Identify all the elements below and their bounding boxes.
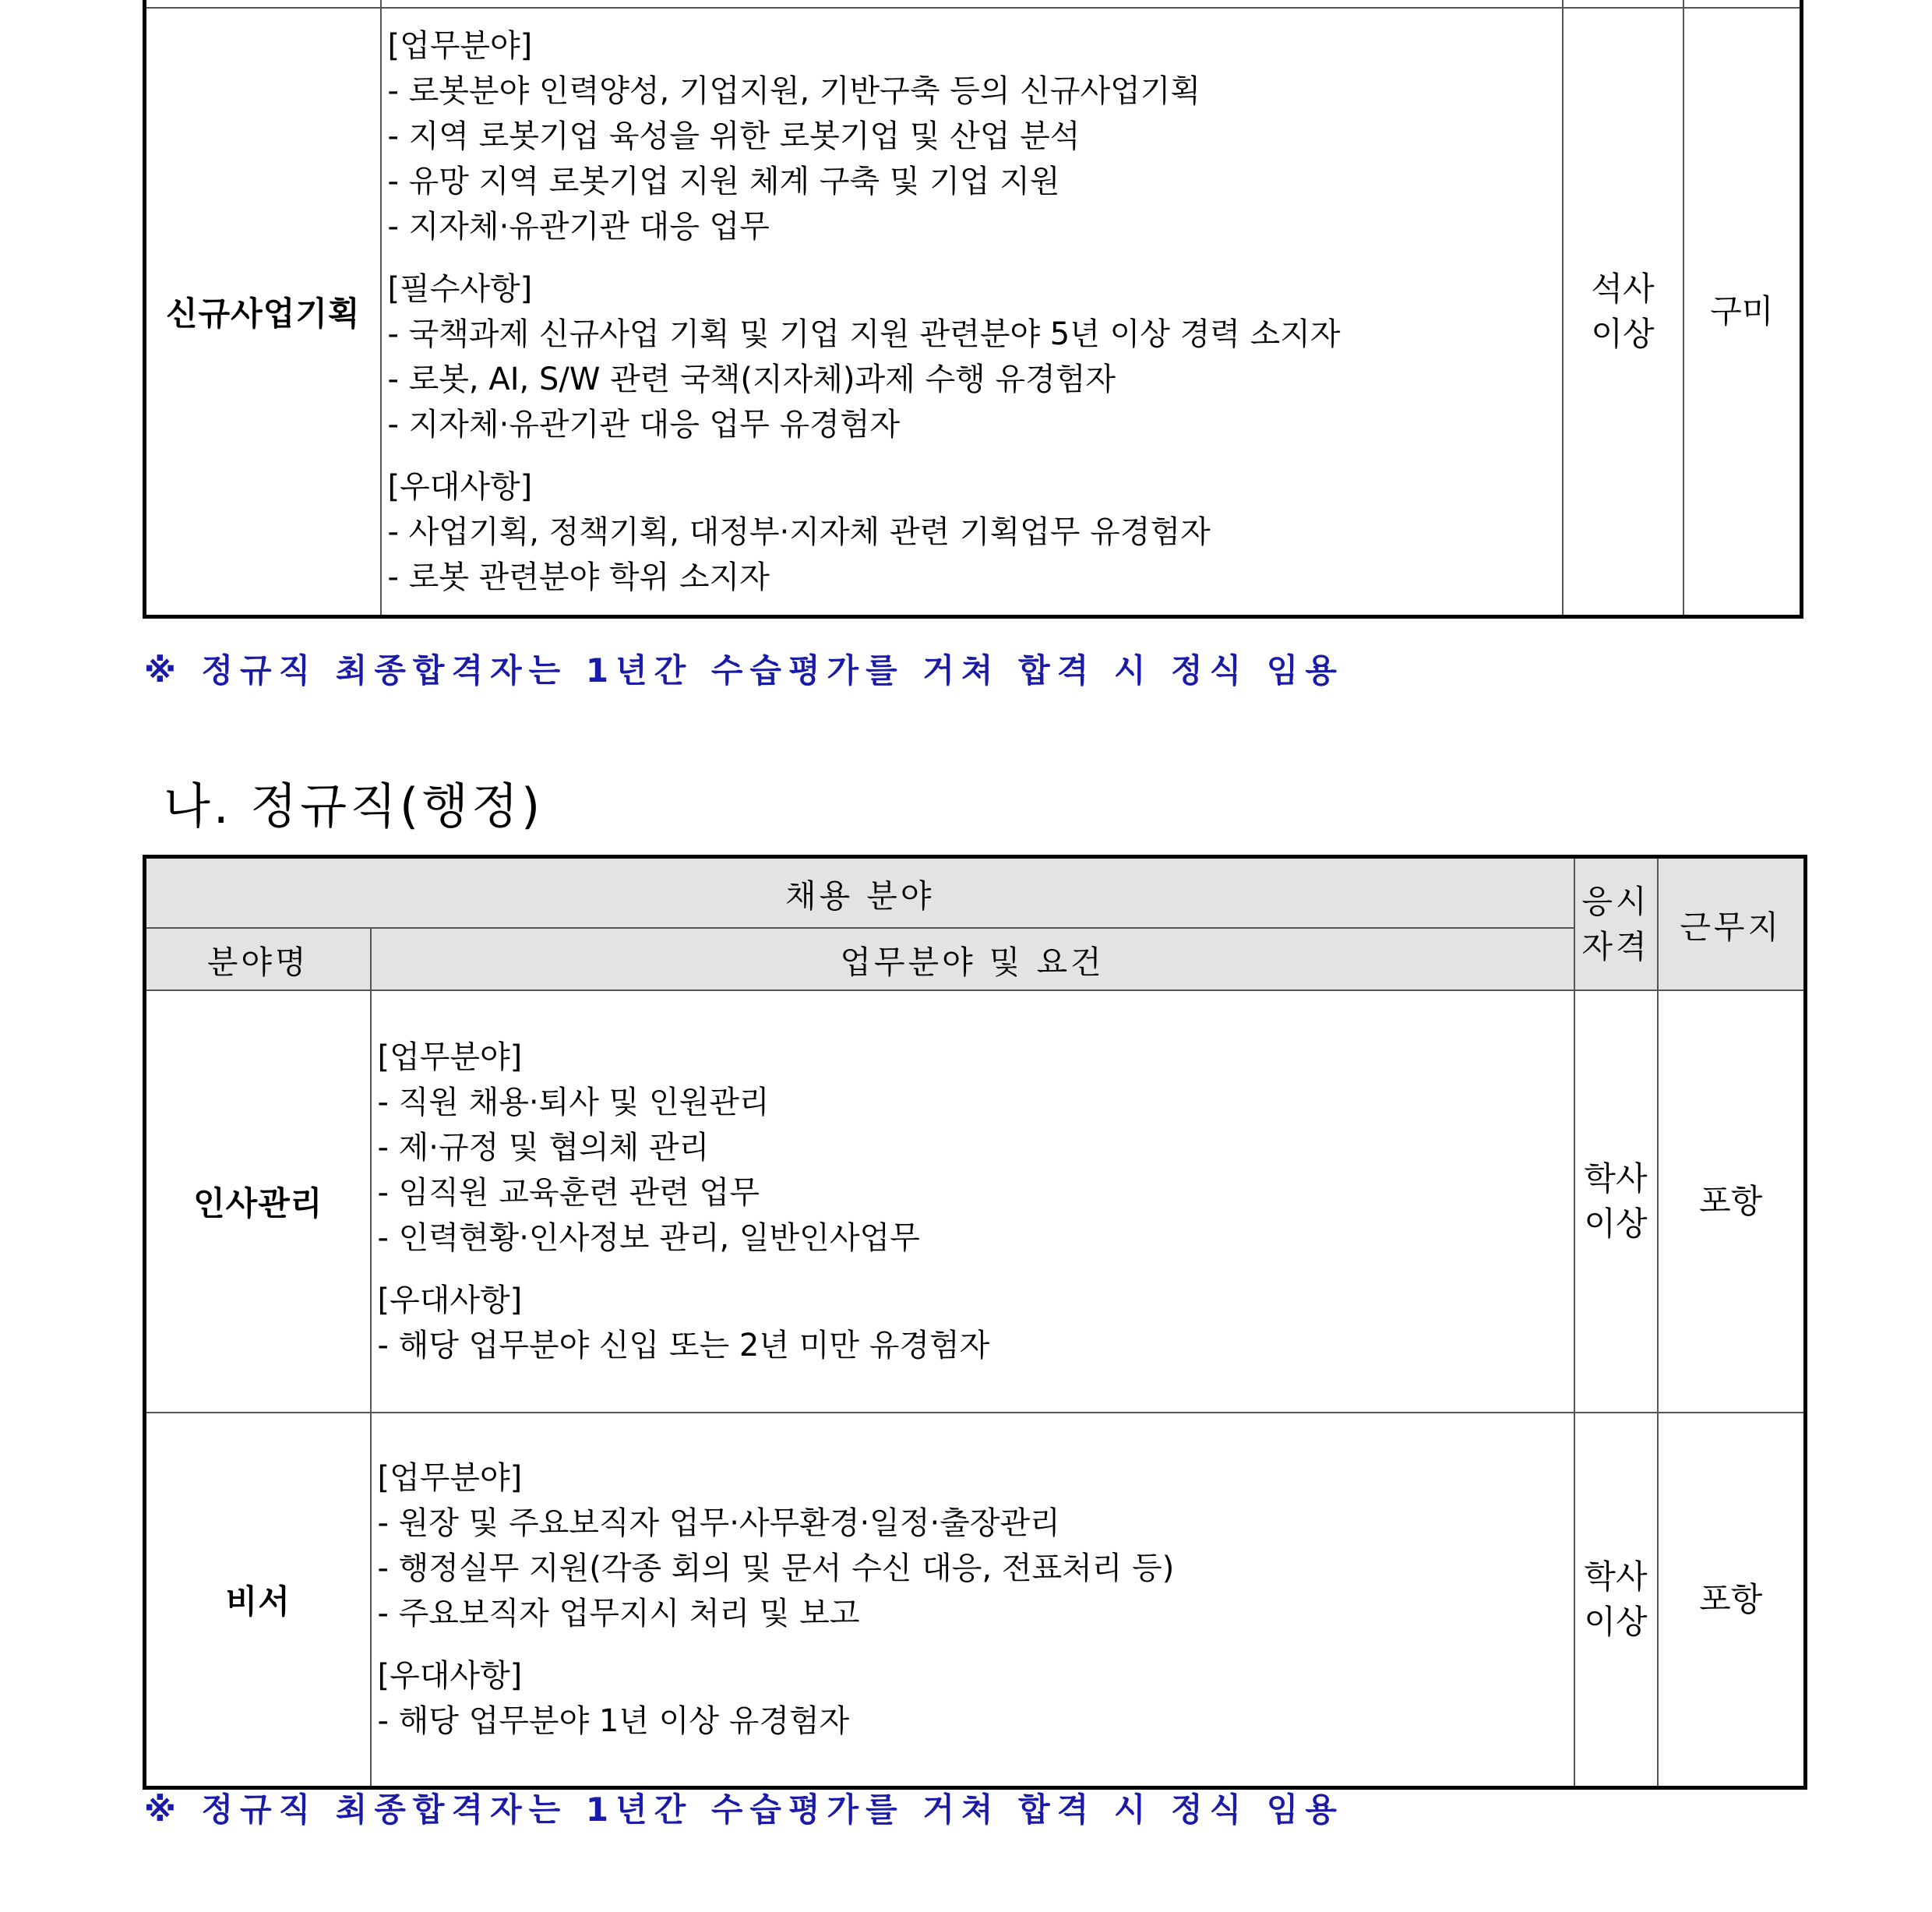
work-location: 구미 (1683, 8, 1802, 617)
qualification-degree: 석사 (1591, 270, 1655, 308)
table-row-stub (145, 0, 1802, 8)
group-heading: [우대사항] (377, 1282, 523, 1318)
qualification-degree: 학사 (1584, 1159, 1648, 1198)
field-name: 비서 (145, 1413, 371, 1788)
group-heading: [업무분야] (377, 1460, 523, 1496)
qualification-level: 이상 (1591, 315, 1655, 353)
duty-description (371, 990, 1574, 1413)
header-qualification-line1: 응시 (1581, 883, 1650, 920)
duty-line: - 임직원 교육훈련 관련 업무 (377, 1175, 760, 1211)
header-field-name: 분야명 (145, 928, 371, 990)
preference-line: - 해당 업무분야 1년 이상 유경험자 (377, 1703, 850, 1739)
duty-group (378, 1455, 1574, 1636)
preference-group (378, 1278, 1574, 1368)
work-location: 포항 (1658, 1413, 1806, 1788)
duty-description (371, 1413, 1574, 1788)
qualification-level: 이상 (1584, 1205, 1648, 1243)
duty-line: - 주요보직자 업무지시 처리 및 보고 (377, 1596, 860, 1632)
duty-line: - 원장 및 주요보직자 업무·사무환경·일정·출장관리 (377, 1505, 1060, 1541)
field-name: 인사관리 (145, 990, 371, 1413)
duty-line: - 제·규정 및 협의체 관리 (377, 1130, 710, 1166)
requirement-line: - 로봇, AI, S/W 관련 국책(지자체)과제 수행 유경험자 (387, 362, 1116, 397)
duty-line: - 로봇분야 인력양성, 기업지원, 기반구축 등의 신규사업기획 (387, 73, 1201, 109)
preference-group (378, 1653, 1574, 1744)
group-heading: [우대사항] (377, 1658, 523, 1694)
duty-line: - 유망 지역 로봇기업 지원 체계 구축 및 기업 지원 (387, 164, 1060, 199)
duty-description (381, 8, 1563, 617)
group-heading: [업무분야] (377, 1039, 523, 1075)
header-row (145, 928, 1806, 990)
table-row (145, 990, 1806, 1413)
header-recruitment-field: 채용 분야 (145, 857, 1574, 929)
header-row (145, 857, 1806, 929)
duty-line: - 지역 로봇기업 육성을 위한 로봇기업 및 산업 분석 (387, 118, 1081, 154)
recruitment-table-administration (143, 855, 1807, 1790)
group-heading: [필수사항] (387, 271, 533, 307)
field-name: 신규사업기획 (145, 8, 381, 617)
table-row (145, 8, 1802, 617)
preference-line: - 사업기획, 정책기획, 대정부·지자체 관련 기획업무 유경험자 (387, 514, 1211, 550)
group-heading: [우대사항] (387, 469, 533, 505)
qualification-degree: 학사 (1584, 1557, 1648, 1596)
preference-group (388, 464, 1562, 600)
group-heading: [업무분야] (387, 28, 533, 64)
recruitment-table-research (143, 0, 1803, 619)
header-qualification (1574, 857, 1658, 991)
probation-note: ※ 정규직 최종합격자는 1년간 수습평가를 거쳐 합격 시 정식 임용 (144, 1790, 1344, 1829)
work-location: 포항 (1658, 990, 1806, 1413)
duty-group (378, 1035, 1574, 1261)
header-duties: 업무분야 및 요건 (371, 928, 1574, 990)
table-row (145, 1413, 1806, 1788)
section-title: 나. 정규직(행정) (164, 778, 544, 834)
preference-line: - 해당 업무분야 신입 또는 2년 미만 유경험자 (377, 1328, 990, 1363)
duty-line: - 직원 채용·퇴사 및 인원관리 (377, 1085, 770, 1120)
duty-group (388, 23, 1562, 249)
qualification-cell (1574, 1413, 1658, 1788)
requirement-line: - 국책과제 신규사업 기획 및 기업 지원 관련분야 5년 이상 경력 소지자 (387, 316, 1341, 352)
duty-line: - 인력현황·인사정보 관리, 일반인사업무 (377, 1220, 920, 1256)
probation-note: ※ 정규직 최종합격자는 1년간 수습평가를 거쳐 합격 시 정식 임용 (144, 651, 1344, 690)
header-qualification-line2: 자격 (1581, 928, 1650, 965)
qualification-level: 이상 (1584, 1603, 1648, 1641)
duty-line: - 행정실무 지원(각종 회의 및 문서 수신 대응, 전표처리 등) (377, 1550, 1175, 1586)
qualification-cell (1563, 8, 1683, 617)
requirement-line: - 지자체·유관기관 대응 업무 유경험자 (387, 407, 901, 443)
qualification-cell (1574, 990, 1658, 1413)
header-location: 근무지 (1658, 857, 1806, 991)
preference-line: - 로봇 관련분야 학위 소지자 (387, 559, 770, 595)
duty-line: - 지자체·유관기관 대응 업무 (387, 209, 770, 245)
requirement-group (388, 266, 1562, 447)
